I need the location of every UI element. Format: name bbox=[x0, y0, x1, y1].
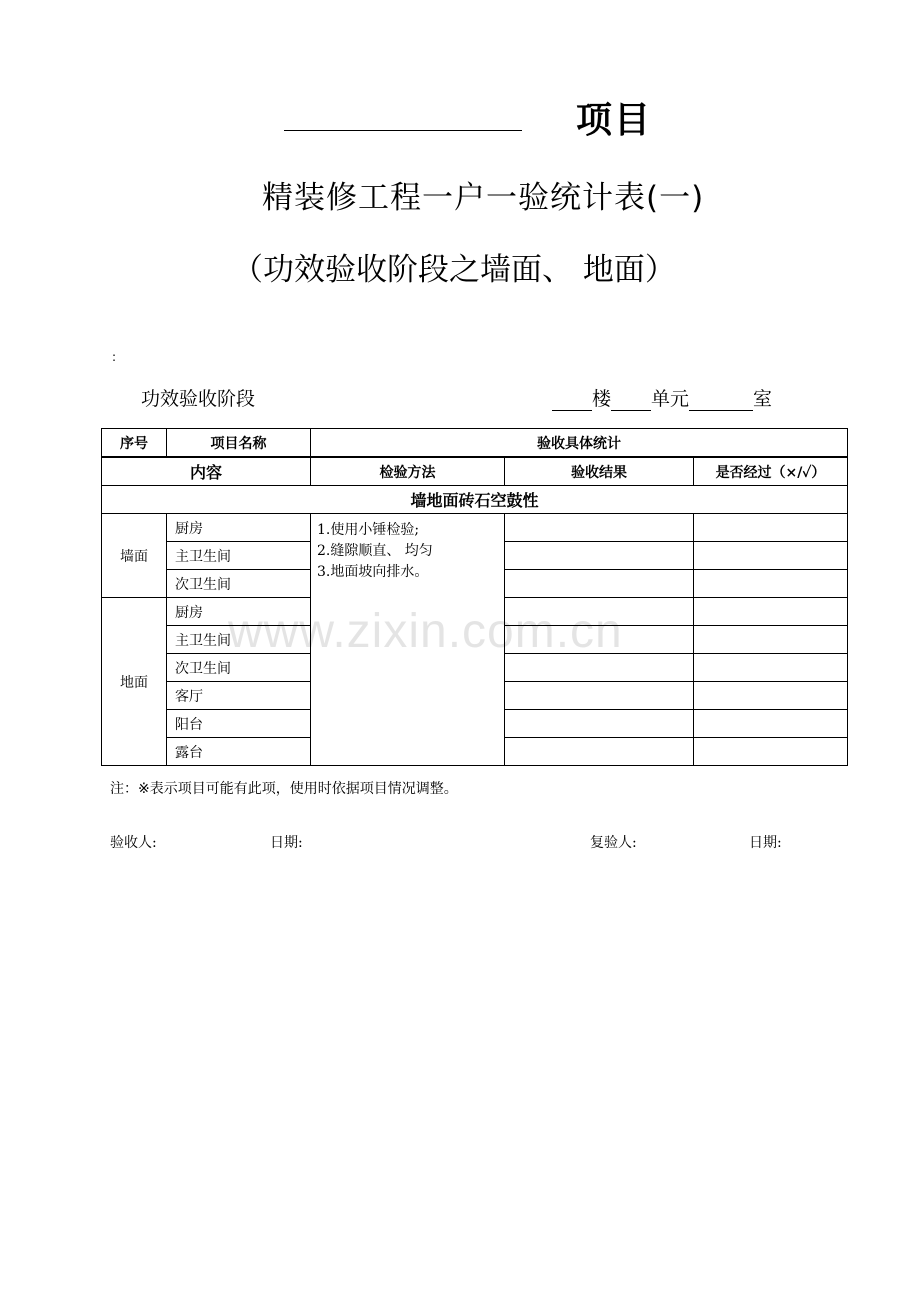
result-cell[interactable] bbox=[505, 710, 694, 738]
wall-group-label: 墙面 bbox=[102, 514, 167, 598]
result-cell[interactable] bbox=[505, 570, 694, 598]
header-row-1 bbox=[102, 429, 848, 458]
result-cell[interactable] bbox=[505, 682, 694, 710]
building-blank bbox=[552, 392, 592, 411]
result-cell[interactable] bbox=[505, 514, 694, 542]
room-blank bbox=[689, 392, 753, 411]
result-cell[interactable] bbox=[505, 542, 694, 570]
stage-label: 功效验收阶段 bbox=[141, 388, 256, 410]
footnote: 注：※表示项目可能有此项，使用时依据项目情况调整。 bbox=[110, 781, 458, 797]
method-line: 1.使用小锤检验; bbox=[317, 522, 420, 538]
pass-cell[interactable] bbox=[694, 542, 848, 570]
room-cell: 客厅 bbox=[167, 682, 311, 710]
inspector-label: 验收人: bbox=[110, 835, 157, 851]
room-suffix: 室 bbox=[753, 388, 773, 410]
document-title: 精装修工程一户一验统计表(一) bbox=[262, 180, 705, 216]
unit-suffix: 单元 bbox=[651, 388, 690, 410]
col-header-content: 内容 bbox=[102, 457, 311, 486]
room-cell: 厨房 bbox=[167, 598, 311, 626]
title-line bbox=[0, 92, 920, 141]
pass-cell[interactable] bbox=[694, 682, 848, 710]
room-cell: 露台 bbox=[167, 738, 311, 766]
col-header-item-name: 项目名称 bbox=[167, 429, 311, 458]
pass-cell[interactable] bbox=[694, 710, 848, 738]
unit-blank bbox=[611, 392, 651, 411]
reinspector-label: 复验人: bbox=[590, 835, 637, 851]
room-cell: 主卫生间 bbox=[167, 542, 311, 570]
room-cell: 主卫生间 bbox=[167, 626, 311, 654]
col-header-no: 序号 bbox=[102, 429, 167, 458]
pass-cell[interactable] bbox=[694, 654, 848, 682]
project-name-blank bbox=[284, 130, 522, 131]
room-cell: 次卫生间 bbox=[167, 570, 311, 598]
floor-group-label: 地面 bbox=[102, 598, 167, 766]
room-cell: 次卫生间 bbox=[167, 654, 311, 682]
document-subtitle: （功效验收阶段之墙面、 地面） bbox=[232, 252, 676, 288]
room-cell: 阳台 bbox=[167, 710, 311, 738]
pass-cell[interactable] bbox=[694, 514, 848, 542]
table-row bbox=[102, 514, 848, 542]
result-cell[interactable] bbox=[505, 738, 694, 766]
date-label-2: 日期: bbox=[749, 835, 782, 851]
section-row bbox=[102, 486, 848, 514]
pass-cell[interactable] bbox=[694, 626, 848, 654]
building-suffix: 楼 bbox=[592, 388, 612, 410]
title-project-word: 项目 bbox=[576, 100, 653, 141]
pass-cell[interactable] bbox=[694, 570, 848, 598]
pass-cell[interactable] bbox=[694, 598, 848, 626]
inspection-table bbox=[101, 428, 848, 766]
col-header-pass: 是否经过（×/✓） bbox=[694, 457, 848, 486]
section-title: 墙地面砖石空鼓性 bbox=[102, 486, 848, 514]
col-header-stats: 验收具体统计 bbox=[311, 429, 848, 458]
header-row-2 bbox=[102, 457, 848, 486]
col-header-method: 检验方法 bbox=[311, 457, 505, 486]
date-label-1: 日期: bbox=[270, 835, 303, 851]
room-cell: 厨房 bbox=[167, 514, 311, 542]
watermark: www.zixin.com.cn bbox=[228, 605, 623, 658]
method-line: 2.缝隙顺直、 均匀 bbox=[317, 543, 433, 559]
col-header-result: 验收结果 bbox=[505, 457, 694, 486]
unit-address-line bbox=[552, 384, 772, 411]
colon-mark: : bbox=[112, 350, 117, 364]
method-line: 3.地面坡向排水。 bbox=[317, 564, 429, 580]
pass-cell[interactable] bbox=[694, 738, 848, 766]
